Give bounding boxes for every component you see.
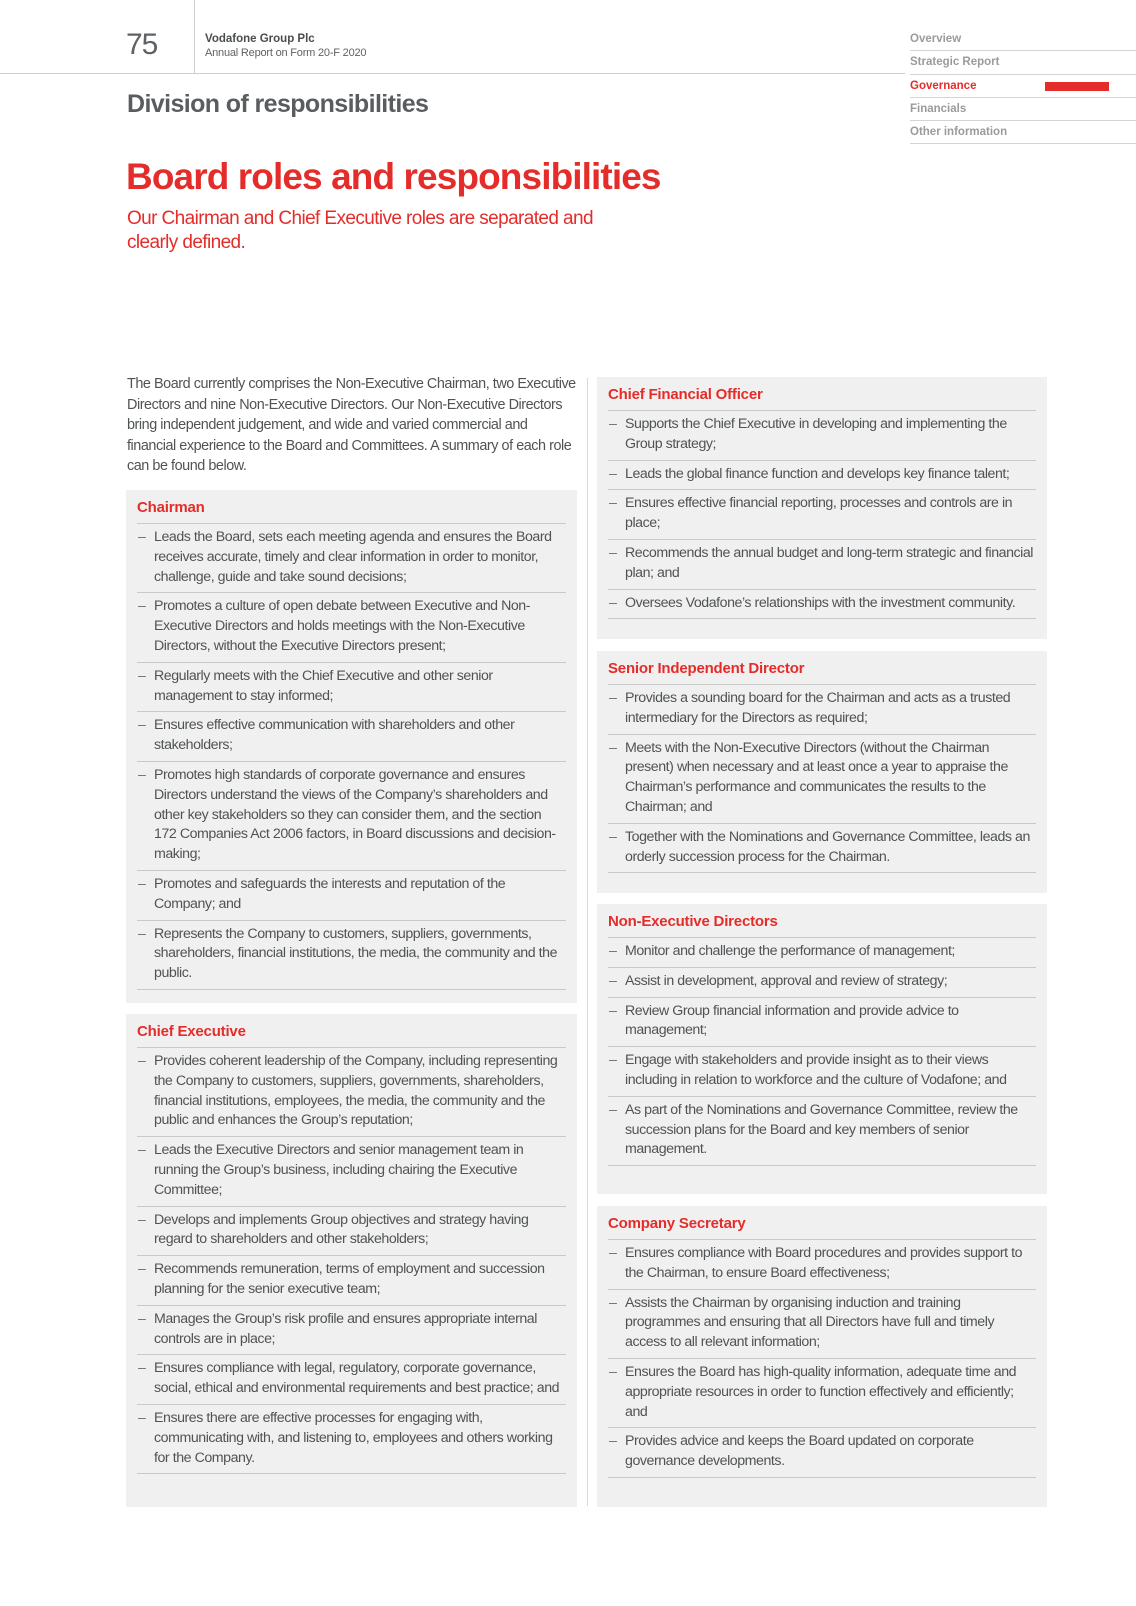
list-item xyxy=(137,921,566,990)
active-section-indicator xyxy=(1045,82,1109,91)
dash-bullet-icon: – xyxy=(609,1294,617,1311)
role-box-non-executive-directors xyxy=(597,904,1047,1194)
role-title: Chief Financial Officer xyxy=(608,385,1036,411)
header-divider-vertical xyxy=(194,0,195,73)
list-item xyxy=(608,540,1036,590)
list-item-text: Ensures compliance with legal, regulatory, corporate governance, social, ethical and environmental requirements and best practice; and xyxy=(154,1360,560,1397)
list-item xyxy=(608,590,1036,620)
list-item-text: Oversees Vodafone’s relationships with the investment community. xyxy=(625,594,1016,611)
list-item-text: Ensures the Board has high-quality information, adequate time and appropriate resources in order to function effectively and efficiently; and xyxy=(625,1363,1017,1420)
dash-bullet-icon: – xyxy=(609,1002,617,1019)
list-item-text: Ensures compliance with Board procedures and provides support to the Chairman, to ensure Board effectiveness; xyxy=(625,1245,1023,1281)
list-item-text: Leads the global finance function and develops key finance talent; xyxy=(625,465,1010,482)
role-title: Non-Executive Directors xyxy=(608,912,1036,938)
role-list xyxy=(137,524,566,990)
list-item-text: Review Group financial information and provide advice to management; xyxy=(625,1002,959,1039)
company-name: Vodafone Group Plc xyxy=(205,33,315,45)
dash-bullet-icon: – xyxy=(138,1261,146,1278)
list-item xyxy=(137,1137,566,1206)
list-item xyxy=(608,1047,1036,1097)
nav-item-overview[interactable]: Overview xyxy=(910,28,1136,51)
dash-bullet-icon: – xyxy=(609,1245,617,1261)
list-item xyxy=(608,411,1036,461)
dash-bullet-icon: – xyxy=(609,690,617,706)
list-item xyxy=(608,824,1036,874)
list-item-text: Provides coherent leadership of the Company, including representing the Company to customers, suppliers, governments, shareholders, financial institutions, employees, the media, the community and the public and enhances the Group’s reputation; xyxy=(154,1053,558,1129)
list-item-text: Promotes and safeguards the interests and reputation of the Company; and xyxy=(154,875,506,912)
list-item-text: Recommends remuneration, terms of employment and succession planning for the senior executive team; xyxy=(154,1261,545,1297)
list-item xyxy=(137,1048,566,1137)
list-item-text: Promotes high standards of corporate governance and ensures Directors understand the views of the Company’s shareholders and other key stakeholders so they can consider them, and the section 172 Companies Act 2006 factors, in Board discussions and decision-making; xyxy=(154,766,556,863)
role-list xyxy=(608,938,1036,1166)
role-list xyxy=(608,411,1036,619)
list-item xyxy=(608,490,1036,540)
list-item xyxy=(608,461,1036,491)
role-box-chief-executive xyxy=(126,1014,577,1507)
list-item-text: Monitor and challenge the performance of management; xyxy=(625,943,955,959)
dash-bullet-icon: – xyxy=(138,1142,146,1159)
list-item-text: Supports the Chief Executive in developing and implementing the Group strategy; xyxy=(625,416,1007,452)
list-item xyxy=(137,663,566,713)
list-item-text: Provides a sounding board for the Chairman and acts as a trusted intermediary for the Directors as required; xyxy=(625,690,1011,726)
dash-bullet-icon: – xyxy=(609,594,617,611)
intro-paragraph: The Board currently comprises the Non-Executive Chairman, two Executive Directors and nine Non-Executive Directors. Our Non-Executive Directors bring independent judgement, and wide and varied commercial and financial experience to the Board and Committees. A summary of each role can be found below. xyxy=(127,376,576,474)
page-number: 75 xyxy=(126,28,158,61)
dash-bullet-icon: – xyxy=(138,1360,146,1377)
nav-item-financials[interactable]: Financials xyxy=(910,98,1136,121)
role-list xyxy=(137,1048,566,1474)
list-item xyxy=(137,871,566,921)
dash-bullet-icon: – xyxy=(609,739,617,756)
list-item-text: Together with the Nominations and Governance Committee, leads an orderly succession process for the Chairman. xyxy=(625,828,1030,865)
list-item-text: Leads the Executive Directors and senior management team in running the Group’s business, including chairing the Executive Committee; xyxy=(154,1142,524,1198)
list-item-text: Ensures there are effective processes for engaging with, communicating with, and listening to, employees and others working for the Company. xyxy=(154,1409,553,1466)
dash-bullet-icon: – xyxy=(609,465,617,482)
header-divider xyxy=(0,73,905,74)
dash-bullet-icon: – xyxy=(609,943,617,959)
list-item xyxy=(137,1306,566,1356)
list-item xyxy=(137,1256,566,1306)
dash-bullet-icon: – xyxy=(138,1053,146,1069)
list-item-text: Recommends the annual budget and long-term strategic and financial plan; and xyxy=(625,544,1034,581)
dash-bullet-icon: – xyxy=(609,1101,617,1118)
list-item xyxy=(137,762,566,871)
dash-bullet-icon: – xyxy=(609,1052,617,1069)
list-item-text: Assists the Chairman by organising induction and training programmes and ensuring that all Directors have full and timely access to all relevant information; xyxy=(625,1294,995,1351)
list-item xyxy=(608,1359,1036,1428)
list-item-text: As part of the Nominations and Governance Committee, review the succession plans for the Board and key members of senior management. xyxy=(625,1101,1018,1158)
dash-bullet-icon: – xyxy=(609,972,617,989)
list-item xyxy=(137,1405,566,1474)
list-item-text: Promotes a culture of open debate between Executive and Non-Executive Directors and holds meetings with the Non-Executive Directors, without the Executive Directors present; xyxy=(154,598,531,654)
dash-bullet-icon: – xyxy=(138,766,146,783)
list-item xyxy=(137,524,566,593)
role-list xyxy=(608,685,1036,873)
publisher-block xyxy=(205,32,366,60)
dash-bullet-icon: – xyxy=(138,529,146,545)
dash-bullet-icon: – xyxy=(609,1433,617,1450)
list-item xyxy=(608,1240,1036,1290)
list-item xyxy=(608,735,1036,824)
list-item-text: Engage with stakeholders and provide insight as to their views including in relation to workforce and the culture of Vodafone; and xyxy=(625,1052,1007,1088)
section-nav xyxy=(910,28,1136,144)
list-item xyxy=(137,593,566,662)
list-item xyxy=(137,712,566,762)
dash-bullet-icon: – xyxy=(138,1211,146,1228)
role-box-chairman xyxy=(126,490,577,1003)
list-item xyxy=(608,968,1036,998)
list-item-text: Manages the Group’s risk profile and ensures appropriate internal controls are in place; xyxy=(154,1310,537,1347)
dash-bullet-icon: – xyxy=(609,495,617,512)
dash-bullet-icon: – xyxy=(609,416,617,432)
list-item-text: Provides advice and keeps the Board updated on corporate governance developments. xyxy=(625,1433,974,1470)
role-title: Chief Executive xyxy=(137,1022,566,1048)
list-item xyxy=(608,685,1036,735)
list-item xyxy=(608,998,1036,1048)
section-title: Division of responsibilities xyxy=(127,90,429,118)
role-list xyxy=(608,1240,1036,1478)
role-box-senior-independent-director xyxy=(597,651,1047,893)
list-item xyxy=(137,1207,566,1257)
list-item-text: Meets with the Non-Executive Directors (without the Chairman present) when necessary and at least once a year to appraise the Chairman’s performance and communicates the results to the Chairman; and xyxy=(625,739,1008,815)
report-name: Annual Report on Form 20-F 2020 xyxy=(205,47,367,59)
list-item xyxy=(608,1290,1036,1359)
list-item-text: Ensures effective communication with shareholders and other stakeholders; xyxy=(154,717,515,754)
nav-item-other-information[interactable]: Other information xyxy=(910,121,1136,144)
role-box-chief-financial-officer xyxy=(597,377,1047,639)
dash-bullet-icon: – xyxy=(138,925,146,942)
dash-bullet-icon: – xyxy=(609,544,617,561)
role-title: Chairman xyxy=(137,498,566,524)
page-subtitle: Our Chairman and Chief Executive roles are separated and clearly defined. xyxy=(127,208,593,253)
dash-bullet-icon: – xyxy=(138,1409,146,1426)
dash-bullet-icon: – xyxy=(138,598,146,615)
role-box-company-secretary xyxy=(597,1206,1047,1507)
dash-bullet-icon: – xyxy=(609,1363,617,1380)
dash-bullet-icon: – xyxy=(138,667,146,684)
list-item-text: Leads the Board, sets each meeting agenda and ensures the Board receives accurate, timely and clear information in order to monitor, challenge, guide and take sound decisions; xyxy=(154,529,552,585)
list-item xyxy=(137,1355,566,1405)
list-item xyxy=(608,938,1036,968)
dash-bullet-icon: – xyxy=(138,717,146,734)
list-item-text: Assist in development, approval and review of strategy; xyxy=(625,972,948,989)
page-title: Board roles and responsibilities xyxy=(126,156,661,197)
list-item-text: Ensures effective financial reporting, processes and controls are in place; xyxy=(625,495,1013,532)
dash-bullet-icon: – xyxy=(609,828,617,845)
role-title: Company Secretary xyxy=(608,1214,1036,1240)
role-title: Senior Independent Director xyxy=(608,659,1036,685)
dash-bullet-icon: – xyxy=(138,1310,146,1327)
nav-item-governance[interactable]: Governance xyxy=(910,75,1136,98)
list-item-text: Regularly meets with the Chief Executive and other senior management to stay informed; xyxy=(154,667,493,704)
list-item xyxy=(608,1428,1036,1478)
list-item-text: Represents the Company to customers, suppliers, governments, shareholders, financial institutions, the media, the community and the public. xyxy=(154,925,558,982)
list-item-text: Develops and implements Group objectives and strategy having regard to shareholders and other stakeholders; xyxy=(154,1211,529,1248)
nav-item-strategic-report[interactable]: Strategic Report xyxy=(910,51,1136,74)
list-item xyxy=(608,1097,1036,1166)
column-divider xyxy=(587,378,588,1506)
dash-bullet-icon: – xyxy=(138,875,146,892)
